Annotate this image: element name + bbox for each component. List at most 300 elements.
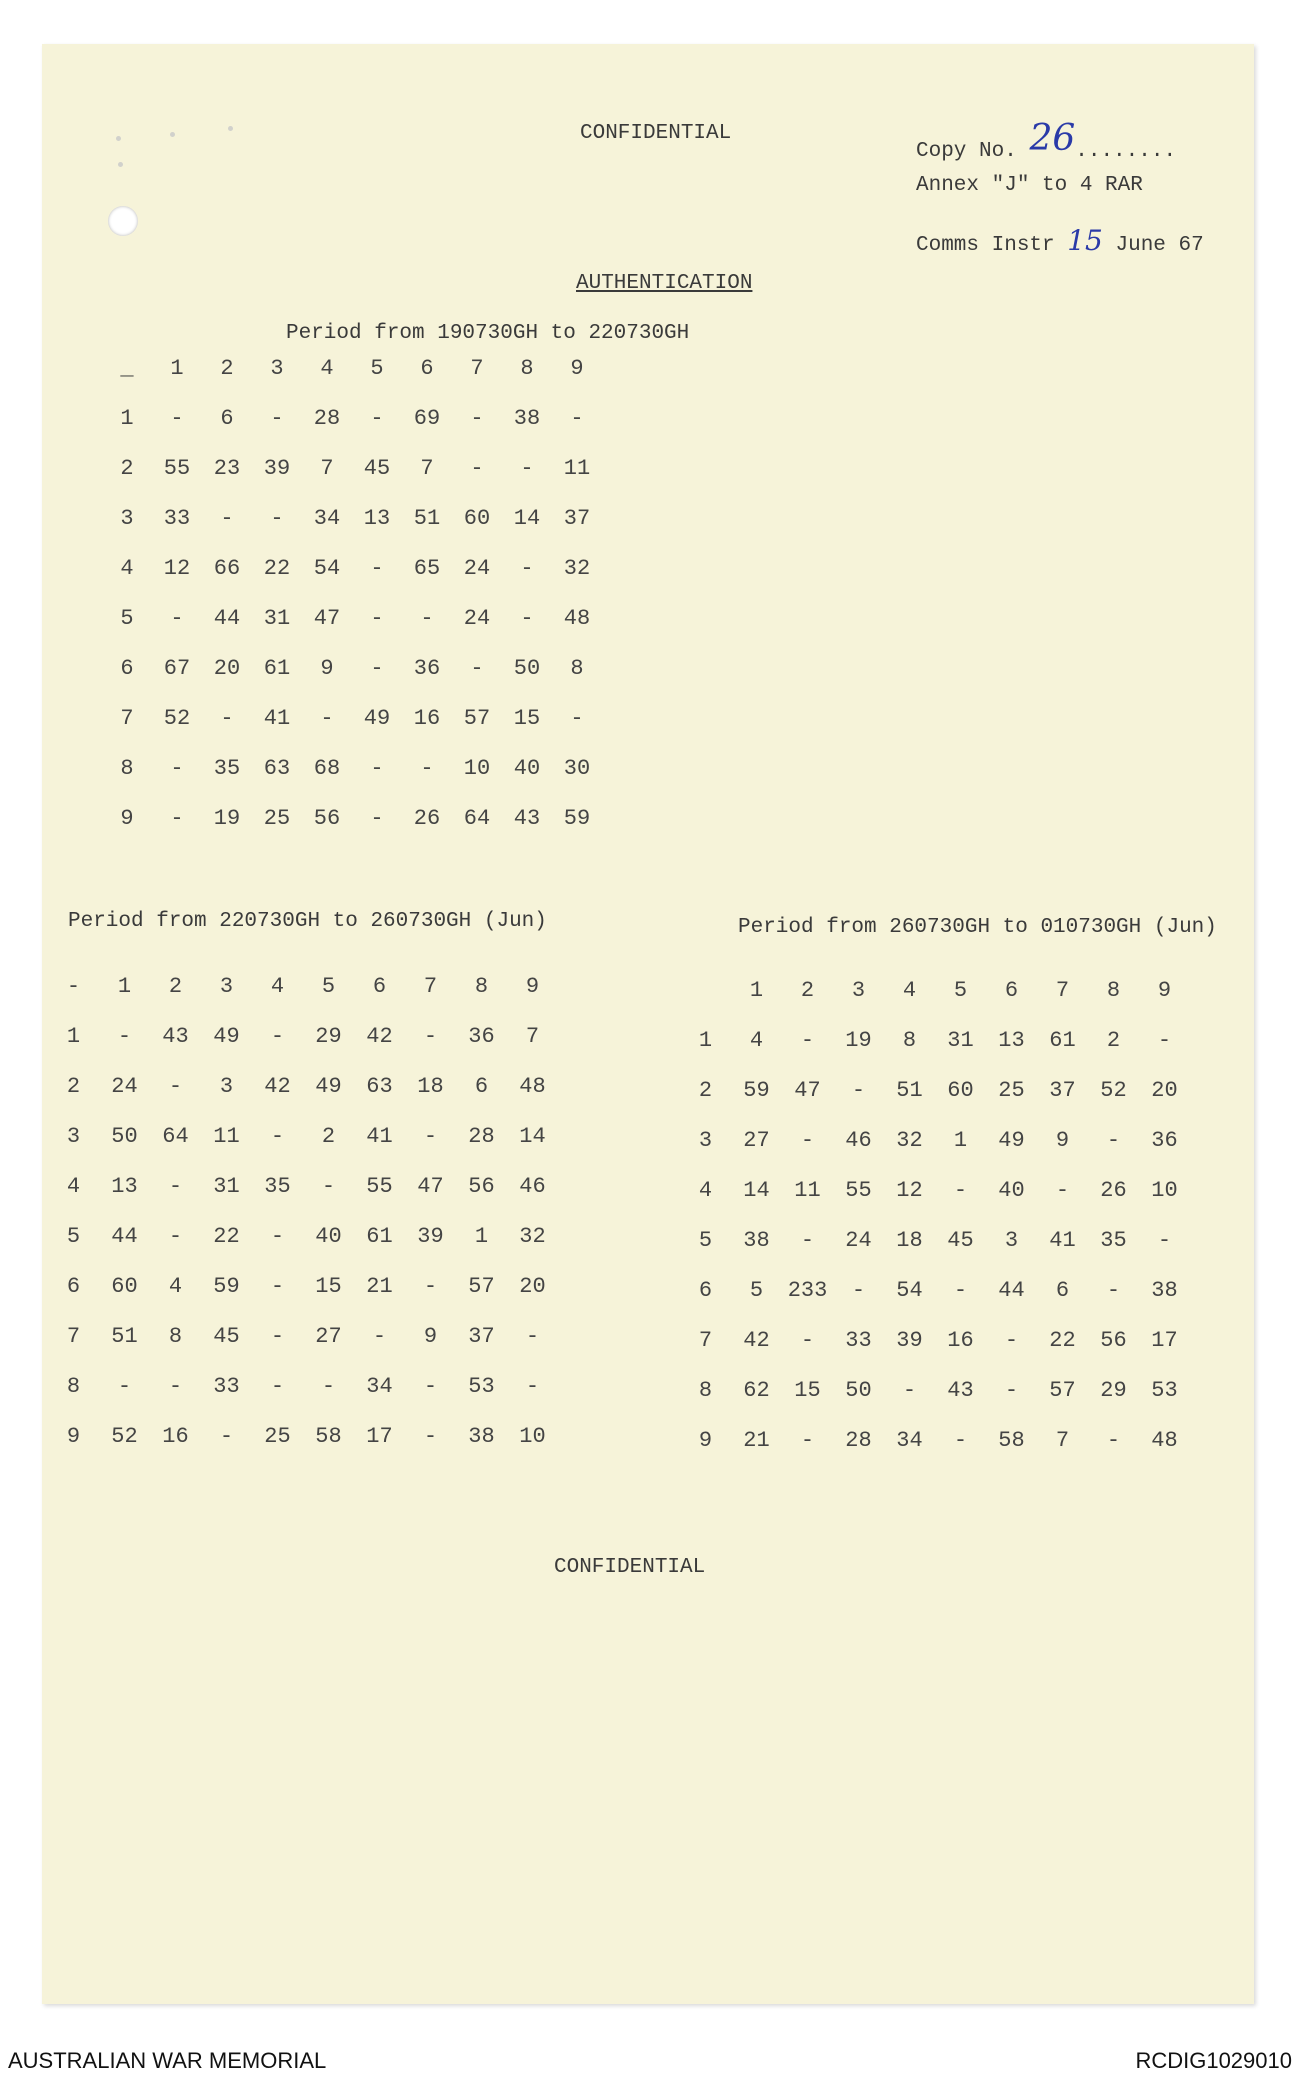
table-cell: 39 (896, 1328, 923, 1353)
table-cell: 10 (463, 756, 491, 781)
table-cell: 34 (896, 1428, 923, 1453)
table-cell: 42 (366, 1024, 393, 1049)
comms-instr-line (916, 224, 1204, 257)
table-row (680, 1016, 1190, 1066)
table-cell: 38 (1151, 1278, 1178, 1303)
table-cell: - (220, 506, 234, 531)
table-cell: - (520, 456, 534, 481)
table-row (680, 1116, 1190, 1166)
paper-speck (170, 132, 175, 137)
row-header: 5 (66, 1224, 81, 1249)
column-header: 9 (1157, 978, 1172, 1003)
column-header: 7 (470, 356, 484, 381)
table-cell: - (1106, 1428, 1121, 1453)
table-cell: 35 (264, 1174, 291, 1199)
table-cell: 58 (315, 1424, 342, 1449)
table-row (102, 544, 602, 594)
row-header: 8 (120, 756, 134, 781)
table-header-row (102, 344, 602, 394)
table-cell: - (370, 556, 384, 581)
table-cell: - (270, 406, 284, 431)
table-cell: 65 (413, 556, 441, 581)
table-cell: 44 (213, 606, 241, 631)
column-header: 7 (423, 974, 438, 999)
table-cell: 7 (525, 1024, 540, 1049)
column-header: 4 (270, 974, 285, 999)
table-row (102, 394, 602, 444)
table-cell: 9 (423, 1324, 438, 1349)
table-cell: 2 (321, 1124, 336, 1149)
table-cell: - (168, 1374, 183, 1399)
column-header: 1 (749, 978, 764, 1003)
column-header: 5 (370, 356, 384, 381)
table-cell: 15 (315, 1274, 342, 1299)
table-cell: 56 (468, 1174, 495, 1199)
table-cell: 12 (163, 556, 191, 581)
table-cell: - (370, 806, 384, 831)
table-cell: 44 (998, 1278, 1025, 1303)
annex-line: Annex "J" to 4 RAR (916, 174, 1143, 197)
table-cell: 36 (468, 1024, 495, 1049)
table-cell: 55 (163, 456, 191, 481)
table-row (680, 1266, 1190, 1316)
table-header-row (48, 962, 558, 1012)
table-cell: 53 (468, 1374, 495, 1399)
table-cell: 6 (220, 406, 234, 431)
column-header: 3 (219, 974, 234, 999)
table-cell: 47 (417, 1174, 444, 1199)
table-cell: 22 (213, 1224, 240, 1249)
table-cell: 63 (366, 1074, 393, 1099)
column-header: 8 (474, 974, 489, 999)
table-cell: 57 (1049, 1378, 1076, 1403)
table-cell: 1 (953, 1128, 968, 1153)
table-header-row (680, 966, 1190, 1016)
table-cell: 12 (896, 1178, 923, 1203)
table-cell: 24 (111, 1074, 138, 1099)
table-row (102, 494, 602, 544)
classification-bottom: CONFIDENTIAL (554, 1556, 706, 1579)
column-header: 4 (320, 356, 334, 381)
table-cell: 23 (213, 456, 241, 481)
table-cell: - (168, 1074, 183, 1099)
table-row (102, 744, 602, 794)
table-cell: 35 (213, 756, 241, 781)
table-cell: 56 (1100, 1328, 1127, 1353)
table-row (102, 594, 602, 644)
table-cell: 10 (519, 1424, 546, 1449)
table-cell: 62 (743, 1378, 770, 1403)
table-cell: 47 (794, 1078, 821, 1103)
table-cell: - (953, 1178, 968, 1203)
punch-hole (108, 206, 138, 236)
table-cell: 52 (163, 706, 191, 731)
table-cell: 16 (413, 706, 441, 731)
table-cell: - (220, 706, 234, 731)
table-cell: 49 (213, 1024, 240, 1049)
auth-table-3 (680, 966, 1190, 1466)
footer-record-id: RCDIG1029010 (1135, 2048, 1292, 2073)
table-cell: 5 (749, 1278, 764, 1303)
table-cell: - (470, 456, 484, 481)
table-cell: 57 (463, 706, 491, 731)
table-cell: - (270, 1124, 285, 1149)
column-header: 8 (1106, 978, 1121, 1003)
column-header: 2 (220, 356, 234, 381)
table-corner: - (66, 974, 81, 999)
table-cell: 61 (366, 1224, 393, 1249)
table-cell: 59 (743, 1078, 770, 1103)
table-cell: - (800, 1328, 815, 1353)
table-cell: - (370, 406, 384, 431)
table-cell: 38 (468, 1424, 495, 1449)
table-cell: - (270, 1324, 285, 1349)
table-cell: - (423, 1274, 438, 1299)
table-cell: 18 (896, 1228, 923, 1253)
table-cell: 46 (519, 1174, 546, 1199)
table-cell: 25 (264, 1424, 291, 1449)
column-header: 4 (902, 978, 917, 1003)
table-cell: 61 (1049, 1028, 1076, 1053)
table-cell: 15 (513, 706, 541, 731)
table-row (680, 1166, 1190, 1216)
table-cell: 233 (787, 1278, 828, 1303)
table-cell: 39 (417, 1224, 444, 1249)
footer-archive-name: AUSTRALIAN WAR MEMORIAL (8, 2048, 327, 2073)
table-cell: 48 (519, 1074, 546, 1099)
table-cell: - (570, 706, 584, 731)
table-row (48, 1012, 558, 1062)
table-cell: 38 (743, 1228, 770, 1253)
table-cell: 7 (420, 456, 434, 481)
row-header: 1 (120, 406, 134, 431)
table-cell: 55 (366, 1174, 393, 1199)
table-cell: 40 (513, 756, 541, 781)
table-cell: - (525, 1374, 540, 1399)
auth-table-2 (48, 962, 558, 1462)
table-row (48, 1112, 558, 1162)
row-header: 3 (698, 1128, 713, 1153)
table-cell: 69 (413, 406, 441, 431)
table-cell: 20 (1151, 1078, 1178, 1103)
table-cell: 52 (1100, 1078, 1127, 1103)
column-header: 6 (1004, 978, 1019, 1003)
table-cell: 29 (1100, 1378, 1127, 1403)
table-cell: - (170, 606, 184, 631)
table-cell: - (270, 1024, 285, 1049)
column-header: 7 (1055, 978, 1070, 1003)
column-header: 8 (520, 356, 534, 381)
comms-number: 15 (1067, 224, 1103, 257)
table-cell: 32 (519, 1224, 546, 1249)
table1-period: Period from 190730GH to 220730GH (286, 322, 690, 345)
table-cell: 8 (902, 1028, 917, 1053)
table-cell: 36 (1151, 1128, 1178, 1153)
row-header: 9 (698, 1428, 713, 1453)
table-cell: 41 (263, 706, 291, 731)
table-cell: 59 (213, 1274, 240, 1299)
table-cell: 67 (163, 656, 191, 681)
table-cell: 54 (896, 1278, 923, 1303)
table-cell: 37 (563, 506, 591, 531)
table-cell: 47 (313, 606, 341, 631)
table-cell: - (520, 556, 534, 581)
table-cell: - (320, 706, 334, 731)
table-cell: - (370, 656, 384, 681)
copy-number-line (916, 118, 1177, 165)
column-header: 6 (372, 974, 387, 999)
table-cell: - (800, 1028, 815, 1053)
table-cell: 49 (998, 1128, 1025, 1153)
table-cell: 16 (947, 1328, 974, 1353)
column-header: 1 (117, 974, 132, 999)
table-row (48, 1412, 558, 1462)
table-cell: 13 (111, 1174, 138, 1199)
table-cell: - (423, 1024, 438, 1049)
table-row (102, 444, 602, 494)
table-cell: 26 (1100, 1178, 1127, 1203)
table-cell: - (270, 1374, 285, 1399)
table-cell: 28 (845, 1428, 872, 1453)
table-cell: - (168, 1224, 183, 1249)
table-cell: 18 (417, 1074, 444, 1099)
table-cell: 27 (315, 1324, 342, 1349)
table-cell: 9 (1055, 1128, 1070, 1153)
table-cell: - (321, 1174, 336, 1199)
table-cell: - (372, 1324, 387, 1349)
row-header: 8 (698, 1378, 713, 1403)
table-cell: 14 (519, 1124, 546, 1149)
table-cell: 50 (513, 656, 541, 681)
row-header: 1 (66, 1024, 81, 1049)
table-cell: - (800, 1428, 815, 1453)
column-header: 3 (851, 978, 866, 1003)
row-header: 3 (66, 1124, 81, 1149)
table-cell: 45 (213, 1324, 240, 1349)
table-cell: 26 (413, 806, 441, 831)
table-cell: - (1157, 1028, 1172, 1053)
column-header: 6 (420, 356, 434, 381)
table-row (48, 1062, 558, 1112)
table-cell: 4 (168, 1274, 183, 1299)
table-cell: - (525, 1324, 540, 1349)
table-cell: 51 (896, 1078, 923, 1103)
table-cell: 41 (1049, 1228, 1076, 1253)
table-cell: 40 (315, 1224, 342, 1249)
table-cell: 52 (111, 1424, 138, 1449)
table-cell: 10 (1151, 1178, 1178, 1203)
row-header: 7 (66, 1324, 81, 1349)
column-header: 9 (525, 974, 540, 999)
table-cell: 24 (463, 556, 491, 581)
table-row (680, 1216, 1190, 1266)
table-cell: - (470, 656, 484, 681)
table-cell: - (370, 756, 384, 781)
table-cell: - (219, 1424, 234, 1449)
row-header: 8 (66, 1374, 81, 1399)
row-header: 9 (120, 806, 134, 831)
table-cell: 29 (315, 1024, 342, 1049)
table-row (48, 1312, 558, 1362)
table-cell: 6 (1055, 1278, 1070, 1303)
table-cell: 35 (1100, 1228, 1127, 1253)
table-cell: 11 (794, 1178, 821, 1203)
table-cell: 31 (213, 1174, 240, 1199)
table-cell: 44 (111, 1224, 138, 1249)
table-cell: - (170, 756, 184, 781)
document-title: AUTHENTICATION (576, 272, 753, 295)
table-cell: 24 (463, 606, 491, 631)
table-cell: 28 (313, 406, 341, 431)
table-row (102, 644, 602, 694)
row-header: 6 (698, 1278, 713, 1303)
table-cell: 22 (263, 556, 291, 581)
table-cell: - (117, 1374, 132, 1399)
table-cell: 8 (168, 1324, 183, 1349)
table-cell: 8 (570, 656, 584, 681)
table-cell: 43 (162, 1024, 189, 1049)
table-cell: 68 (313, 756, 341, 781)
row-header: 2 (66, 1074, 81, 1099)
auth-table-1 (102, 344, 602, 844)
table-row (680, 1066, 1190, 1116)
table-cell: 51 (111, 1324, 138, 1349)
table-cell: - (851, 1078, 866, 1103)
table-cell: 6 (474, 1074, 489, 1099)
table-row (680, 1366, 1190, 1416)
table-cell: 31 (947, 1028, 974, 1053)
table-cell: 59 (563, 806, 591, 831)
copy-no-dots: ........ (1075, 140, 1177, 163)
table-cell: 25 (263, 806, 291, 831)
column-header: 2 (800, 978, 815, 1003)
comms-prefix: Comms Instr (916, 234, 1055, 257)
paper-speck (228, 126, 233, 131)
row-header: 9 (66, 1424, 81, 1449)
table-cell: 40 (998, 1178, 1025, 1203)
table-cell: 61 (263, 656, 291, 681)
table-corner: _ (120, 356, 134, 381)
column-header: 5 (953, 978, 968, 1003)
table-cell: 58 (998, 1428, 1025, 1453)
table-cell: 17 (366, 1424, 393, 1449)
table-cell: - (321, 1374, 336, 1399)
table-cell: 24 (845, 1228, 872, 1253)
table-cell: 60 (463, 506, 491, 531)
table-cell: - (1004, 1378, 1019, 1403)
row-header: 6 (66, 1274, 81, 1299)
table-cell: - (953, 1428, 968, 1453)
table-cell: - (953, 1278, 968, 1303)
table-row (48, 1262, 558, 1312)
table-cell: 2 (1106, 1028, 1121, 1053)
table-cell: - (420, 606, 434, 631)
table-row (102, 694, 602, 744)
table-cell: 33 (213, 1374, 240, 1399)
table-cell: 46 (845, 1128, 872, 1153)
table-cell: - (1157, 1228, 1172, 1253)
table-cell: 16 (162, 1424, 189, 1449)
table-cell: 31 (263, 606, 291, 631)
table-cell: 42 (743, 1328, 770, 1353)
table-cell: - (470, 406, 484, 431)
table-row (48, 1162, 558, 1212)
row-header: 2 (698, 1078, 713, 1103)
table-row (102, 794, 602, 844)
table-cell: 32 (563, 556, 591, 581)
table-row (680, 1316, 1190, 1366)
table-cell: 36 (413, 656, 441, 681)
table-cell: 30 (563, 756, 591, 781)
table-cell: 53 (1151, 1378, 1178, 1403)
row-header: 4 (698, 1178, 713, 1203)
table-cell: 38 (513, 406, 541, 431)
table-cell: 11 (213, 1124, 240, 1149)
table-cell: - (170, 406, 184, 431)
table-cell: 9 (320, 656, 334, 681)
table-cell: 34 (313, 506, 341, 531)
table-cell: 37 (468, 1324, 495, 1349)
table-cell: - (1004, 1328, 1019, 1353)
table-cell: 33 (845, 1328, 872, 1353)
paper-speck (118, 162, 123, 167)
table-cell: 43 (947, 1378, 974, 1403)
table-row (48, 1362, 558, 1412)
table-cell: 1 (474, 1224, 489, 1249)
table-cell: 15 (794, 1378, 821, 1403)
table-cell: 3 (219, 1074, 234, 1099)
table-cell: 60 (111, 1274, 138, 1299)
table-cell: 7 (320, 456, 334, 481)
table-cell: 3 (1004, 1228, 1019, 1253)
table-cell: 49 (315, 1074, 342, 1099)
table-cell: 49 (363, 706, 391, 731)
row-header: 2 (120, 456, 134, 481)
table-cell: - (270, 506, 284, 531)
table-cell: 51 (413, 506, 441, 531)
table-cell: - (270, 1274, 285, 1299)
table-cell: 34 (366, 1374, 393, 1399)
table-cell: - (1106, 1278, 1121, 1303)
row-header: 3 (120, 506, 134, 531)
table-cell: - (570, 406, 584, 431)
table-cell: 56 (313, 806, 341, 831)
comms-date: June 67 (1115, 234, 1204, 257)
table-cell: - (420, 756, 434, 781)
table-cell: 37 (1049, 1078, 1076, 1103)
table-cell: 13 (363, 506, 391, 531)
table-cell: - (520, 606, 534, 631)
row-header: 4 (66, 1174, 81, 1199)
column-header: 1 (170, 356, 184, 381)
column-header: 5 (321, 974, 336, 999)
column-header: 3 (270, 356, 284, 381)
table-cell: 54 (313, 556, 341, 581)
table-cell: 13 (998, 1028, 1025, 1053)
table-cell: - (800, 1228, 815, 1253)
table-corner (680, 966, 731, 1016)
table-cell: - (370, 606, 384, 631)
table-cell: 64 (162, 1124, 189, 1149)
table-cell: 41 (366, 1124, 393, 1149)
table-cell: - (270, 1224, 285, 1249)
table-cell: - (423, 1424, 438, 1449)
table-cell: 63 (263, 756, 291, 781)
table-cell: 19 (845, 1028, 872, 1053)
table-cell: 55 (845, 1178, 872, 1203)
table-cell: - (1055, 1178, 1070, 1203)
classification-top: CONFIDENTIAL (580, 122, 732, 145)
